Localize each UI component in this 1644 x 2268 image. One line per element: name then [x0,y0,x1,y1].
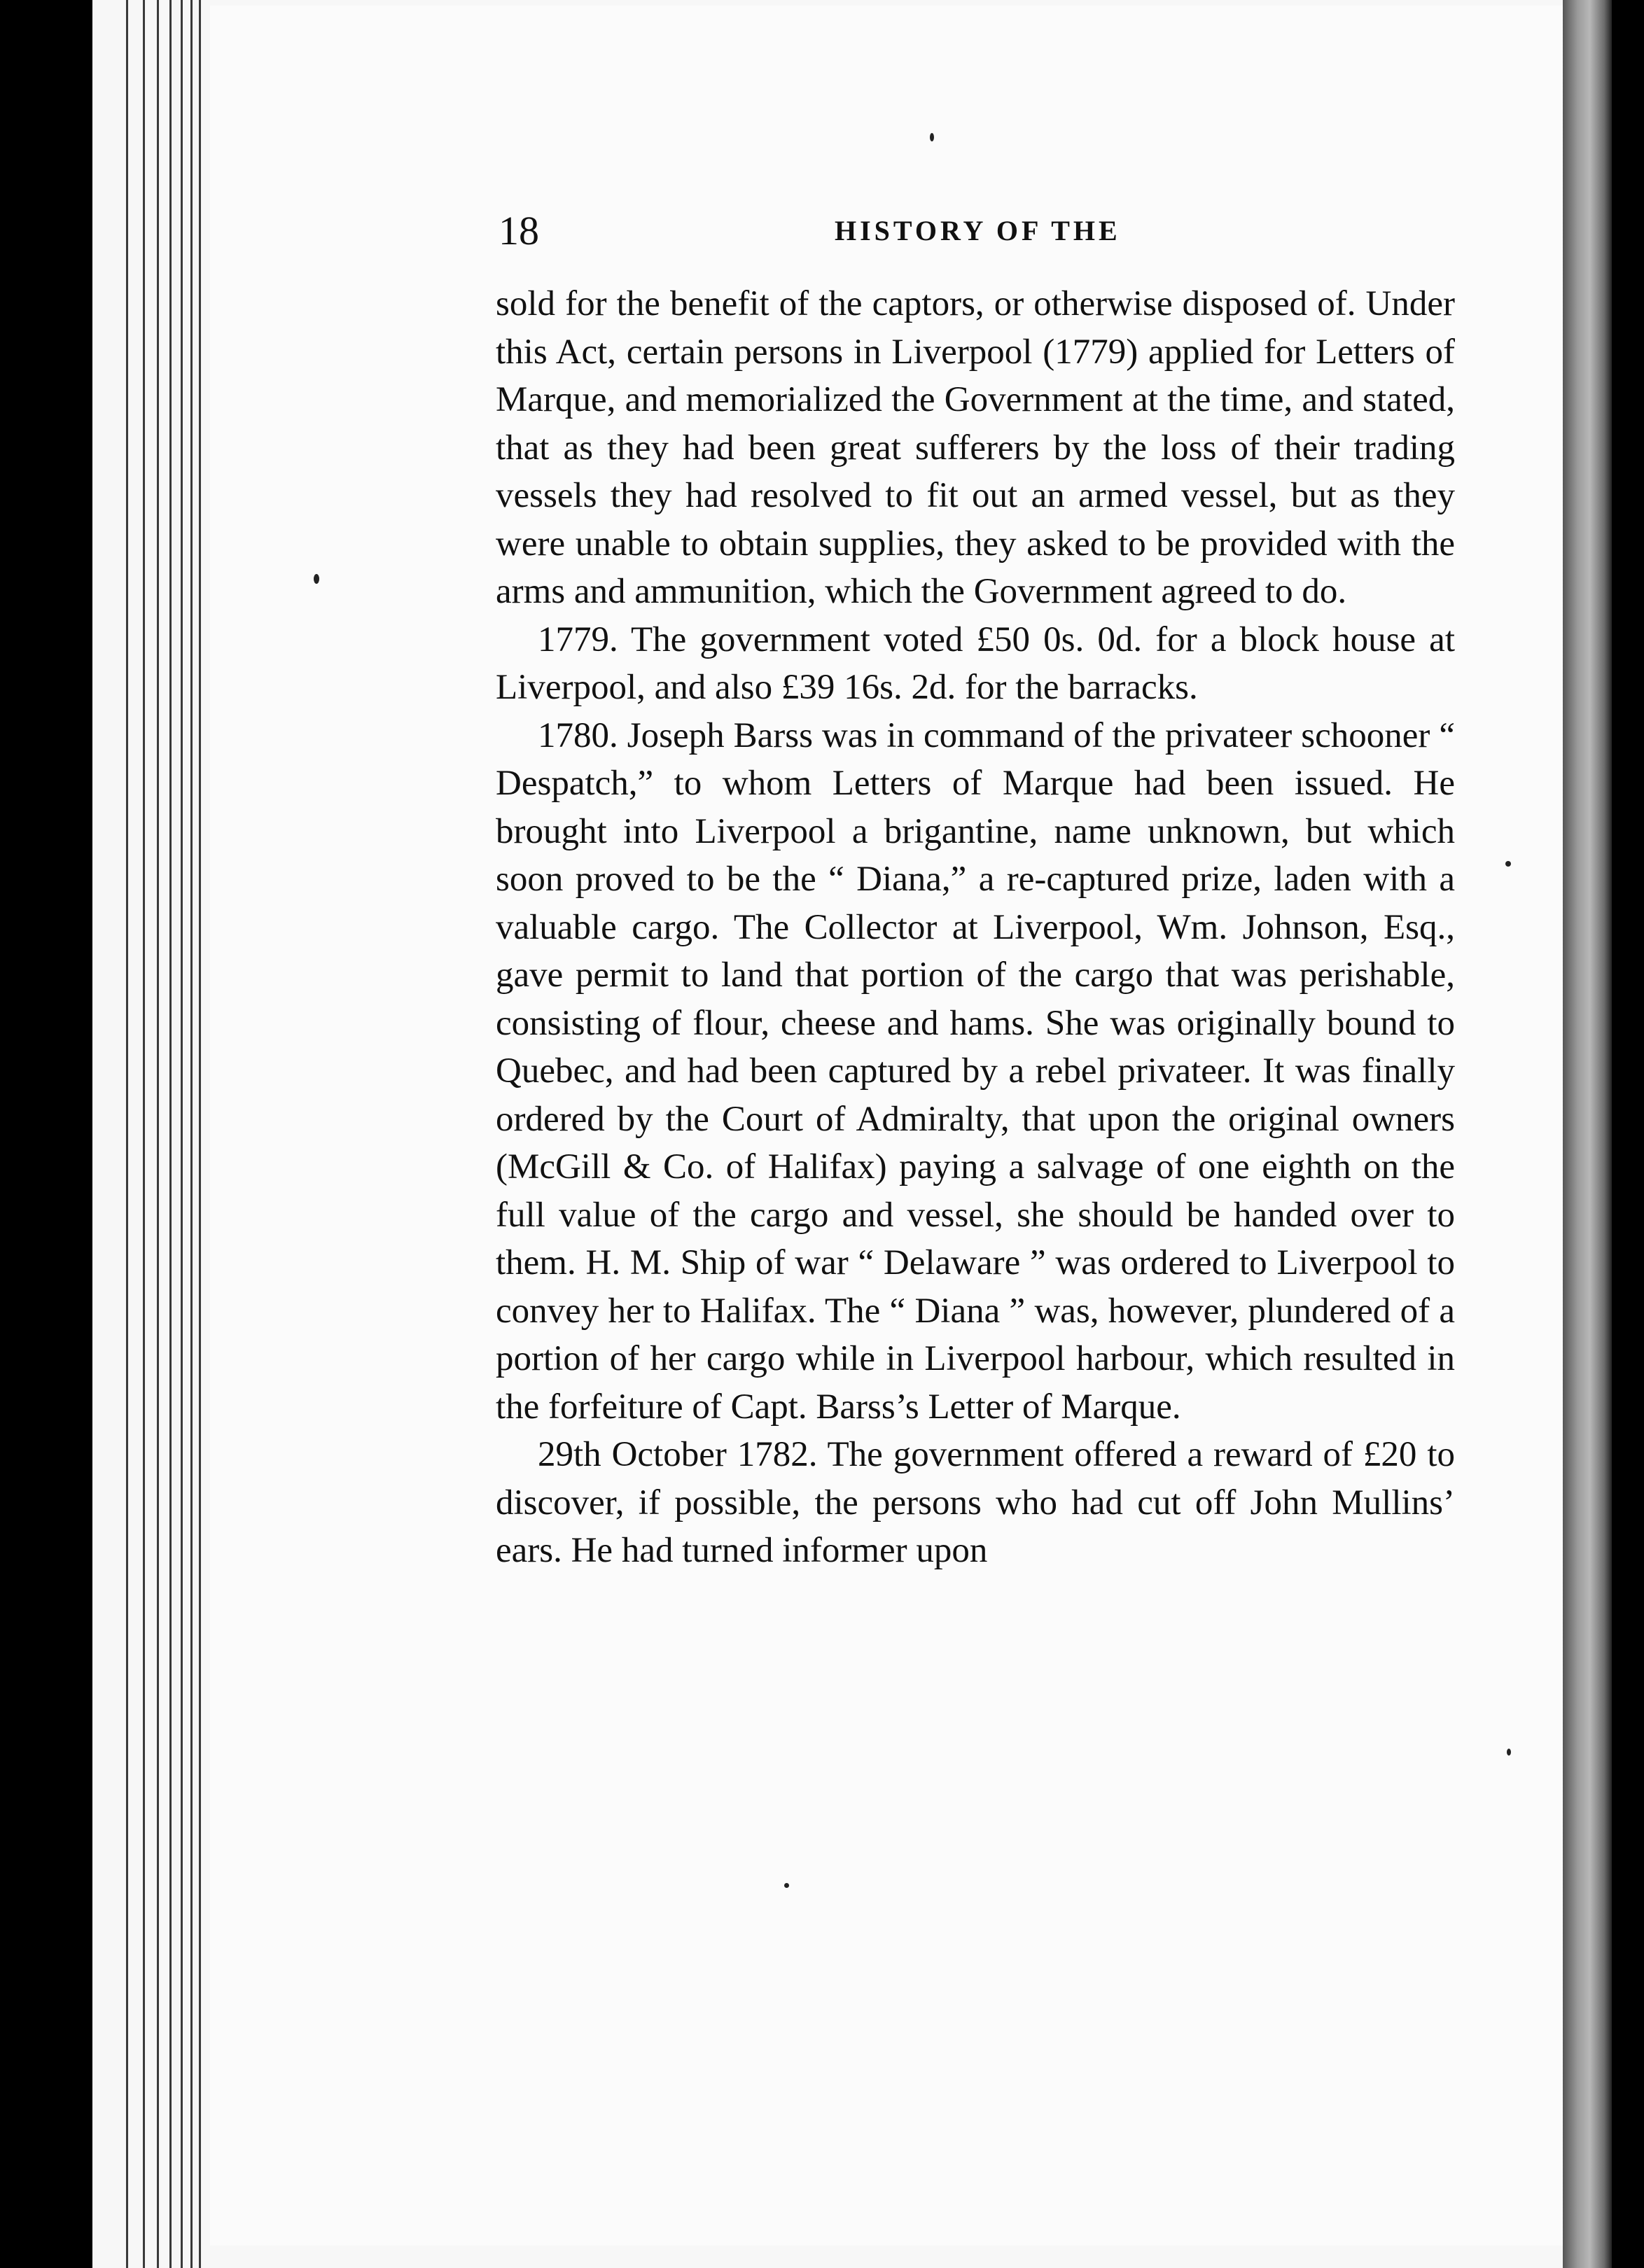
paragraph: 1779. The government voted £50 0s. 0d. for a block house at Liverpool, and also £39 16s. 2d. for the barracks. [496,620,1455,707]
body-text [496,280,1455,1575]
page-edge-line [199,0,201,2268]
print-speck [930,133,934,141]
page-edge-line [181,0,183,2268]
print-speck [1507,1749,1511,1756]
paragraph: 29th October 1782. The government offered a reward of £20 to discover, if possible, the persons who had cut off John Mullins’ ears. He had turned informer upon [496,1435,1455,1570]
print-speck [1505,861,1511,867]
page-number: 18 [499,208,539,253]
book-fore-edge [1563,0,1612,2268]
print-speck [784,1883,789,1888]
page-header [499,203,1458,259]
page-edge-line [157,0,159,2268]
paragraph: 1780. Joseph Barss was in command of the privateer schooner “ Despatch,” to whom Letters of Marque had been issued. He brought into Liverpool a brigantine, name unknown, but which soon proved to be the “ Diana,” a re-captured prize, laden with a valuable cargo. The Collector at Liverpool, Wm. Johnson, Esq., gave permit to land that portion of the cargo that was perishable, consisting of flour, cheese and hams. She was originally bound to Quebec, and had been captured by a rebel privateer. It was finally ordered by the Court of Admiralty, that upon the original owners (McGill & Co. of Halifax) paying a salvage of one eighth on the full value of the cargo and vessel, she should be handed over to them. H. M. Ship of war “ Delaware ” was ordered to Liverpool to convey her to Halifax. The “ Diana ” was, however, plundered of a portion of her cargo while in Liverpool harbour, which resulted in the forfeiture of Capt. Barss’s Letter of Marque. [496,715,1455,1427]
page-edge-line [190,0,193,2268]
running-head: HISTORY OF THE [835,215,1121,246]
print-speck [314,574,319,584]
page-edge-line [143,0,145,2268]
page-edge-line [126,0,128,2268]
paragraph: sold for the benefit of the captors, or otherwise disposed of. Under this Act, certain persons in Liverpool (1779) applied for Letters of Marque, and memorialized the Government at the time, and stated, that as they had been great sufferers by the loss of their trading vessels they had resolved to fit out an armed vessel, but as they were unable to obtain supplies, they asked to be provided with the arms and ammunition, which the Government agreed to do. [496,284,1455,611]
page-edge-line [169,0,172,2268]
